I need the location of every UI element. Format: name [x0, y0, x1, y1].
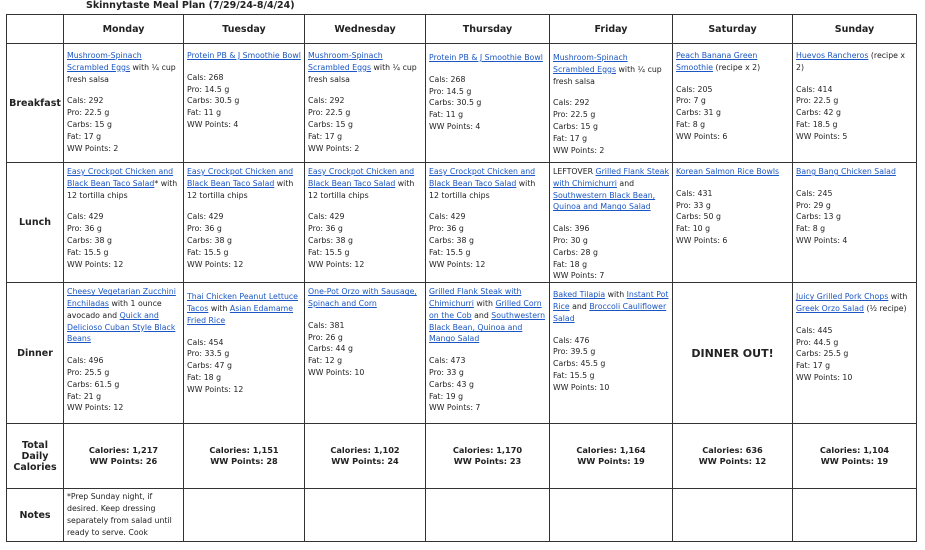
- day-header: Wednesday: [305, 15, 426, 44]
- recipe-link[interactable]: Southwestern Black Bean, Quinoa and Mango Salad: [429, 310, 546, 344]
- recipe-description: [796, 50, 913, 74]
- recipe-text: and: [569, 301, 590, 311]
- protein-value: Pro: 44.5 g: [796, 337, 839, 347]
- protein-value: Pro: 22.5 g: [67, 108, 110, 118]
- recipe-link[interactable]: Easy Crockpot Chicken and Black Bean Taco Salad: [429, 167, 536, 188]
- carbs-value: Carbs: 25.5 g: [796, 349, 849, 359]
- recipe-link[interactable]: Juicy Grilled Pork Chops: [796, 292, 889, 302]
- fat-value: Fat: 18 g: [553, 259, 588, 269]
- lunch-cell: [673, 163, 793, 283]
- recipe-link[interactable]: Bang Bang Chicken Salad: [796, 167, 896, 176]
- nutrition-stats: [67, 211, 180, 270]
- fat-value: Fat: 17 g: [67, 131, 102, 141]
- total-calories: Calories: 1,170: [452, 445, 523, 456]
- dinner-cell: [426, 283, 550, 424]
- fat-value: Fat: 15.5 g: [429, 247, 471, 257]
- total-calories: Calories: 636: [702, 445, 763, 456]
- carbs-value: Carbs: 44 g: [308, 344, 353, 354]
- recipe-link[interactable]: Cheesy Vegetarian Zucchini Enchiladas: [67, 287, 176, 308]
- protein-value: Pro: 36 g: [187, 224, 222, 234]
- recipe-text: with 1 ounce avocado and: [67, 298, 162, 320]
- day-header: Friday: [550, 15, 673, 44]
- recipe-description: [429, 166, 546, 201]
- ww-points-value: WW Points: 12: [187, 259, 244, 269]
- breakfast-cell: [64, 44, 184, 163]
- calories-value: Cals: 381: [308, 320, 345, 330]
- recipe-link[interactable]: Easy Crockpot Chicken and Black Bean Taco Salad: [308, 167, 415, 188]
- nutrition-stats: [308, 320, 422, 379]
- fat-value: Fat: 19 g: [429, 391, 464, 401]
- total-calories: Calories: 1,164: [576, 445, 646, 456]
- recipe-description: [67, 166, 180, 201]
- lunch-row: [7, 163, 917, 283]
- recipe-link[interactable]: Easy Crockpot Chicken and Black Bean Taco Salad: [67, 167, 174, 188]
- breakfast-cell: [550, 44, 673, 163]
- recipe-link[interactable]: Grilled Corn on the Cob: [429, 298, 542, 320]
- dinner-cell: [305, 283, 426, 424]
- nutrition-stats: [308, 95, 422, 154]
- recipe-text: with 12 tortilla chips: [429, 178, 536, 200]
- total-ww-points: WW Points: 24: [331, 456, 399, 467]
- nutrition-stats: [796, 325, 913, 384]
- calories-value: Cals: 429: [429, 212, 466, 222]
- breakfast-cell: [673, 44, 793, 163]
- recipe-link[interactable]: One-Pot Orzo with Sausage, Spinach and Corn: [308, 287, 417, 308]
- protein-value: Pro: 36 g: [67, 224, 102, 234]
- day-header: Thursday: [426, 15, 550, 44]
- daily-total-cell: [550, 424, 673, 489]
- recipe-text: (½ recipe): [863, 303, 907, 313]
- recipe-description: [187, 166, 301, 201]
- calories-value: Cals: 414: [796, 84, 833, 94]
- recipe-text: with: [605, 290, 627, 300]
- protein-value: Pro: 36 g: [429, 224, 464, 234]
- recipe-text: with ¼ cup fresh salsa: [308, 62, 417, 84]
- calories-value: Cals: 473: [429, 356, 466, 366]
- recipe-description: [553, 289, 669, 324]
- recipe-text: with 12 tortilla chips: [187, 178, 294, 200]
- recipe-text: * with 12 tortilla chips: [67, 178, 178, 200]
- recipe-link[interactable]: Mushroom-Spinach Scrambled Eggs: [308, 51, 383, 72]
- recipe-description: [308, 166, 422, 201]
- notes-row: [7, 489, 917, 542]
- notes-cell: [426, 489, 550, 542]
- recipe-text: with ¼ cup fresh salsa: [67, 62, 176, 84]
- calories-value: Cals: 268: [429, 74, 466, 84]
- nutrition-stats: [308, 211, 422, 270]
- carbs-value: Carbs: 50 g: [676, 212, 721, 222]
- recipe-description: [676, 166, 789, 178]
- ww-points-value: WW Points: 12: [187, 384, 244, 394]
- row-label-breakfast: Breakfast: [7, 44, 64, 163]
- daily-total-cell: [64, 424, 184, 489]
- protein-value: Pro: 33.5 g: [187, 349, 230, 359]
- nutrition-stats: [67, 95, 180, 154]
- recipe-description: [308, 286, 422, 310]
- page-title: Skinnytaste Meal Plan (7/29/24-8/4/24): [86, 0, 295, 11]
- dinner-cell: [64, 283, 184, 424]
- recipe-text: (recipe x 2): [713, 62, 761, 72]
- lunch-cell: [426, 163, 550, 283]
- dinner-cell: [793, 283, 917, 424]
- breakfast-cell: [184, 44, 305, 163]
- carbs-value: Carbs: 31 g: [676, 108, 721, 118]
- nutrition-stats: [796, 188, 913, 247]
- fat-value: Fat: 11 g: [429, 110, 464, 120]
- dinner-out-label: DINNER OUT!: [691, 346, 774, 360]
- protein-value: Pro: 39.5 g: [553, 347, 596, 357]
- ww-points-value: WW Points: 4: [796, 235, 848, 245]
- calories-value: Cals: 429: [67, 212, 104, 222]
- recipe-prefix: LEFTOVER: [553, 167, 596, 176]
- protein-value: Pro: 25.5 g: [67, 367, 110, 377]
- notes-cell: [64, 489, 184, 542]
- nutrition-stats: [676, 84, 789, 143]
- recipe-link[interactable]: Peach Banana Green Smoothie: [676, 51, 758, 72]
- daily-total-cell: [673, 424, 793, 489]
- ww-points-value: WW Points: 12: [67, 403, 124, 413]
- recipe-link[interactable]: Asian Edamame Fried Rice: [187, 303, 294, 325]
- ww-points-value: WW Points: 7: [553, 271, 605, 281]
- protein-value: Pro: 7 g: [676, 96, 706, 106]
- fat-value: Fat: 8 g: [796, 224, 826, 234]
- breakfast-cell: [305, 44, 426, 163]
- row-label-notes: Notes: [7, 489, 64, 542]
- corner-cell: [7, 15, 64, 44]
- nutrition-stats: [796, 84, 913, 143]
- total-calories: Calories: 1,151: [209, 445, 279, 456]
- recipe-link[interactable]: Broccoli Cauliflower Salad: [553, 301, 667, 323]
- recipe-link[interactable]: Protein PB & J Smoothie Bowl: [187, 51, 301, 60]
- recipe-text: with: [888, 292, 908, 302]
- calories-value: Cals: 292: [67, 96, 104, 106]
- daily-total-cell: [793, 424, 917, 489]
- calories-value: Cals: 245: [796, 188, 833, 198]
- nutrition-stats: [67, 355, 180, 414]
- lunch-cell: [305, 163, 426, 283]
- fat-value: Fat: 17 g: [308, 131, 343, 141]
- dinner-cell: [550, 283, 673, 424]
- calories-value: Cals: 454: [187, 337, 224, 347]
- ww-points-value: WW Points: 2: [67, 143, 119, 153]
- row-label-dinner: Dinner: [7, 283, 64, 424]
- fat-value: Fat: 18 g: [187, 372, 222, 382]
- day-header: Monday: [64, 15, 184, 44]
- carbs-value: Carbs: 61.5 g: [67, 379, 120, 389]
- calories-value: Cals: 431: [676, 188, 713, 198]
- recipe-description: [67, 50, 180, 85]
- fat-value: Fat: 12 g: [308, 356, 343, 366]
- ww-points-value: WW Points: 10: [553, 382, 610, 392]
- ww-points-value: WW Points: 2: [308, 143, 360, 153]
- recipe-description: [187, 50, 301, 62]
- recipe-description: [308, 50, 422, 85]
- protein-value: Pro: 36 g: [308, 224, 343, 234]
- ww-points-value: WW Points: 12: [308, 259, 365, 269]
- totals-row: [7, 424, 917, 489]
- calories-value: Cals: 396: [553, 224, 590, 234]
- carbs-value: Carbs: 30.5 g: [429, 98, 482, 108]
- nutrition-stats: [553, 223, 669, 282]
- daily-total-cell: [426, 424, 550, 489]
- row-label-lunch: Lunch: [7, 163, 64, 283]
- carbs-value: Carbs: 15 g: [67, 119, 112, 129]
- recipe-link[interactable]: Mushroom-Spinach Scrambled Eggs: [67, 51, 142, 72]
- nutrition-stats: [187, 72, 301, 131]
- fat-value: Fat: 18.5 g: [796, 119, 838, 129]
- recipe-description: [796, 291, 913, 315]
- carbs-value: Carbs: 38 g: [67, 235, 112, 245]
- ww-points-value: WW Points: 10: [796, 372, 853, 382]
- breakfast-cell: [793, 44, 917, 163]
- lunch-cell: [793, 163, 917, 283]
- fat-value: Fat: 21 g: [67, 391, 102, 401]
- recipe-link[interactable]: Korean Salmon Rice Bowls: [676, 167, 780, 176]
- notes-cell: [305, 489, 426, 542]
- total-calories: Calories: 1,104: [819, 445, 890, 456]
- notes-cell: [673, 489, 793, 542]
- nutrition-stats: [429, 211, 546, 270]
- calories-value: Cals: 292: [308, 96, 345, 106]
- fat-value: Fat: 17 g: [553, 133, 588, 143]
- day-header-row: [7, 15, 917, 44]
- notes-cell: [550, 489, 673, 542]
- recipe-link[interactable]: Southwestern Black Bean, Quinoa and Mango Salad: [553, 190, 656, 212]
- day-header: Tuesday: [184, 15, 305, 44]
- recipe-text: with ¼ cup fresh salsa: [553, 64, 662, 86]
- carbs-value: Carbs: 38 g: [308, 235, 353, 245]
- nutrition-stats: [553, 97, 669, 156]
- protein-value: Pro: 33 g: [676, 200, 711, 210]
- nutrition-stats: [187, 337, 301, 396]
- recipe-text: with 12 tortilla chips: [308, 178, 415, 200]
- ww-points-value: WW Points: 4: [429, 121, 481, 131]
- ww-points-value: WW Points: 6: [676, 235, 728, 245]
- recipe-description: [553, 166, 669, 213]
- breakfast-row: [7, 44, 917, 163]
- breakfast-cell: [426, 44, 550, 163]
- dinner-cell: [184, 283, 305, 424]
- recipe-description: [429, 286, 546, 345]
- protein-value: Pro: 29 g: [796, 200, 831, 210]
- recipe-description: [676, 50, 789, 74]
- total-calories: Calories: 1,102: [330, 445, 400, 456]
- protein-value: Pro: 26 g: [308, 332, 343, 342]
- protein-value: Pro: 14.5 g: [187, 84, 230, 94]
- fat-value: Fat: 8 g: [676, 119, 706, 129]
- dinner-row: [7, 283, 917, 424]
- recipe-link[interactable]: Mushroom-Spinach Scrambled Eggs: [553, 53, 628, 74]
- calories-value: Cals: 429: [308, 212, 345, 222]
- carbs-value: Carbs: 45.5 g: [553, 359, 606, 369]
- recipe-text: and: [471, 310, 492, 320]
- fat-value: Fat: 15.5 g: [67, 247, 109, 257]
- daily-total-cell: [305, 424, 426, 489]
- recipe-link[interactable]: Instant Pot Rice: [553, 290, 669, 311]
- carbs-value: Carbs: 13 g: [796, 212, 841, 222]
- recipe-text: and: [616, 178, 635, 188]
- nutrition-stats: [187, 211, 301, 270]
- protein-value: Pro: 22.5 g: [553, 110, 596, 120]
- fat-value: Fat: 15.5 g: [308, 247, 350, 257]
- daily-total-cell: [184, 424, 305, 489]
- recipe-text: with: [208, 303, 230, 313]
- recipe-description: [796, 166, 913, 178]
- notes-cell: [184, 489, 305, 542]
- carbs-value: Carbs: 15 g: [308, 119, 353, 129]
- carbs-value: Carbs: 30.5 g: [187, 96, 240, 106]
- protein-value: Pro: 33 g: [429, 367, 464, 377]
- recipe-link[interactable]: Huevos Rancheros: [796, 51, 869, 60]
- recipe-link[interactable]: Grilled Flank Steak with Chimichurri: [553, 167, 669, 188]
- ww-points-value: WW Points: 12: [429, 259, 486, 269]
- ww-points-value: WW Points: 10: [308, 367, 365, 377]
- ww-points-value: WW Points: 2: [553, 145, 605, 155]
- nutrition-stats: [676, 188, 789, 247]
- protein-value: Pro: 30 g: [553, 235, 588, 245]
- total-ww-points: WW Points: 12: [698, 456, 767, 467]
- calories-value: Cals: 445: [796, 325, 833, 335]
- nutrition-stats: [429, 74, 546, 133]
- fat-value: Fat: 10 g: [676, 224, 711, 234]
- day-header: Saturday: [673, 15, 793, 44]
- protein-value: Pro: 14.5 g: [429, 86, 472, 96]
- recipe-description: [429, 52, 546, 64]
- recipe-link[interactable]: Easy Crockpot Chicken and Black Bean Taco Salad: [187, 167, 294, 188]
- recipe-link[interactable]: Thai Chicken Peanut Lettuce Tacos: [187, 292, 298, 313]
- total-calories: Calories: 1,217: [88, 445, 159, 456]
- total-ww-points: WW Points: 19: [820, 456, 889, 467]
- total-ww-points: WW Points: 26: [89, 456, 158, 467]
- lunch-cell: [550, 163, 673, 283]
- calories-value: Cals: 205: [676, 84, 713, 94]
- fat-value: Fat: 15.5 g: [187, 247, 229, 257]
- calories-value: Cals: 429: [187, 212, 224, 222]
- recipe-description: [553, 52, 669, 87]
- recipe-text: (recipe x 2): [796, 51, 906, 72]
- carbs-value: Carbs: 47 g: [187, 361, 232, 371]
- recipe-link[interactable]: Quick and Delicioso Cuban Style Black Beans: [67, 310, 176, 344]
- calories-value: Cals: 268: [187, 72, 224, 82]
- carbs-value: Carbs: 15 g: [553, 121, 598, 131]
- carbs-value: Carbs: 38 g: [429, 235, 474, 245]
- calories-value: Cals: 476: [553, 335, 590, 345]
- fat-value: Fat: 17 g: [796, 361, 831, 371]
- calories-value: Cals: 292: [553, 98, 590, 108]
- dinner-cell: [673, 283, 793, 424]
- carbs-value: Carbs: 38 g: [187, 235, 232, 245]
- protein-value: Pro: 22.5 g: [796, 96, 839, 106]
- day-header: Sunday: [793, 15, 917, 44]
- meal-plan-table: [6, 14, 917, 542]
- recipe-text: with: [473, 298, 496, 308]
- recipe-link[interactable]: Baked Tilapia: [553, 290, 606, 300]
- notes-cell: [793, 489, 917, 542]
- ww-points-value: WW Points: 7: [429, 403, 481, 413]
- note-text: *Prep Sunday night, if desired. Keep dressing separately from salad until ready to serve. Cook: [67, 492, 172, 537]
- lunch-cell: [64, 163, 184, 283]
- ww-points-value: WW Points: 6: [676, 131, 728, 141]
- ww-points-value: WW Points: 12: [67, 259, 124, 269]
- protein-value: Pro: 22.5 g: [308, 108, 351, 118]
- row-label-totals: Total Daily Calories: [7, 424, 64, 489]
- nutrition-stats: [553, 335, 669, 394]
- recipe-description: [187, 291, 301, 326]
- fat-value: Fat: 11 g: [187, 108, 222, 118]
- total-ww-points: WW Points: 28: [210, 456, 278, 467]
- fat-value: Fat: 15.5 g: [553, 370, 595, 380]
- lunch-cell: [184, 163, 305, 283]
- carbs-value: Carbs: 43 g: [429, 379, 474, 389]
- total-ww-points: WW Points: 19: [577, 456, 645, 467]
- carbs-value: Carbs: 42 g: [796, 108, 841, 118]
- nutrition-stats: [429, 355, 546, 414]
- ww-points-value: WW Points: 4: [187, 119, 239, 129]
- recipe-description: [67, 286, 180, 345]
- ww-points-value: WW Points: 5: [796, 131, 848, 141]
- carbs-value: Carbs: 28 g: [553, 247, 598, 257]
- recipe-link[interactable]: Grilled Flank Steak with Chimichurri: [429, 287, 522, 308]
- calories-value: Cals: 496: [67, 356, 104, 366]
- total-ww-points: WW Points: 23: [453, 456, 522, 467]
- recipe-link[interactable]: Greek Orzo Salad: [796, 303, 864, 313]
- recipe-link[interactable]: Protein PB & J Smoothie Bowl: [429, 53, 543, 62]
